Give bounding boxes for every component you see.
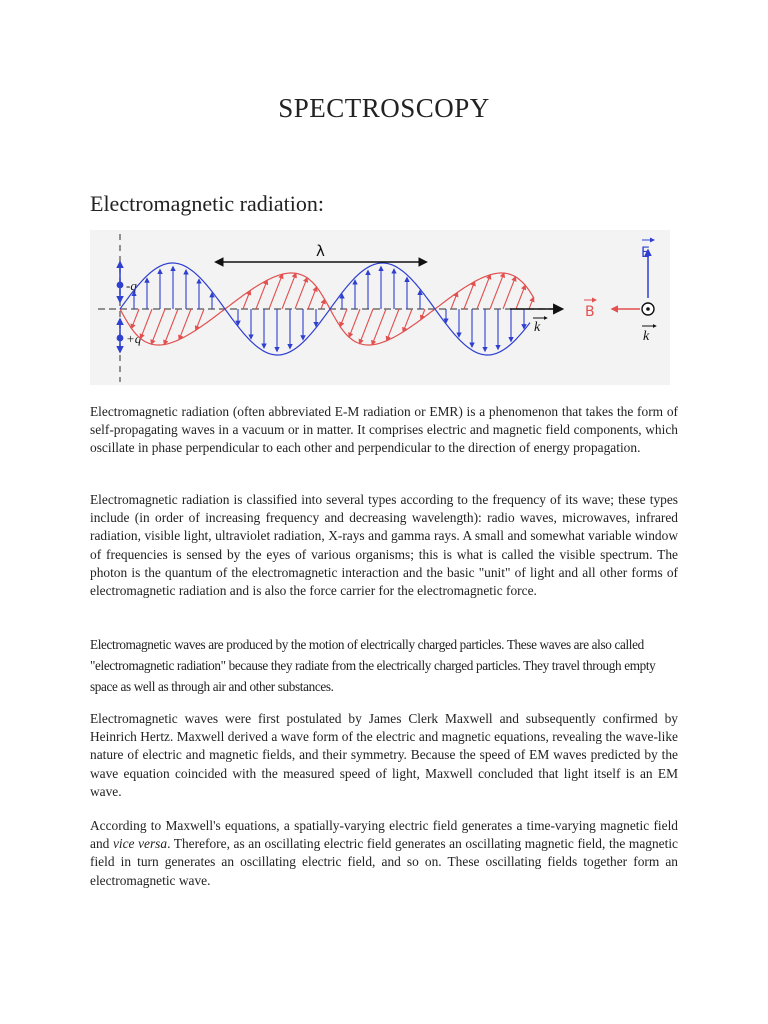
negative-charge: [117, 282, 124, 289]
k-out-of-page-dot: [646, 307, 650, 311]
paragraph-em-waves-production: Electromagnetic waves are produced by the motion of electrically charged particles. These waves are also called "electromagnetic radiation" because they radiate from the electrically charged particles. They travel through empty space as well as through air and other substances.: [90, 637, 656, 694]
em-wave-diagram: [90, 230, 670, 385]
e-vector-label: E: [641, 245, 650, 261]
paragraph-emr-definition: Electromagnetic radiation (often abbreviated E-M radiation or EMR) is a phenomenon that takes the form of self-propagating waves in a vacuum or in matter. It comprises electric and magnetic field components, which oscillate in phase perpendicular to each other and perpendicular to the direction of energy propagation.: [90, 404, 678, 456]
p5-text-start: According to Maxwell's equations, a spatially-varying electric field generates a time-varying magnetic field and: [90, 818, 678, 852]
k-side-label: k: [643, 329, 650, 344]
minus-q-label: -q: [126, 278, 137, 293]
positive-charge: [117, 335, 124, 342]
section-heading: Electromagnetic radiation:: [90, 191, 324, 216]
p5-emphasis: vice versa: [112, 836, 168, 852]
plus-q-label: +q: [126, 331, 142, 346]
k-axis-label: k: [534, 320, 541, 335]
figure-background: [90, 230, 670, 385]
lambda-label: λ: [316, 242, 325, 260]
p5-text-end: . Therefore, as an oscillating electric field generates an oscillating magnetic field, the magnetic field in turn generates an oscillating electric field, and so on. These oscillating fields together form an electromagnetic wave.: [90, 836, 678, 888]
paragraph-maxwell-hertz: Electromagnetic waves were first postulated by James Clerk Maxwell and subsequently confirmed by Heinrich Hertz. Maxwell derived a wave form of the electric and magnetic equations, revealing the wave-like nature of electric and magnetic fields, and their symmetry. Because the speed of EM waves predicted by the wave equation coincided with the measured speed of light, Maxwell concluded that light itself is an EM wave.: [90, 711, 678, 799]
paragraph-maxwell-equations: [90, 817, 678, 890]
paragraph-emr-types: Electromagnetic radiation is classified into several types according to the frequency of its wave; these types include (in order of increasing frequency and decreasing wavelength): radio waves, microwaves, infrared radiation, visible light, ultraviolet radiation, X-rays and gamma rays. A small and somewhat variable window of frequencies is sensed by the eyes of various organisms; this is what is called the visible spectrum. The photon is the quantum of the electromagnetic interaction and the basic "unit" of light and all other forms of electromagnetic radiation and is also the force carrier for the electromagnetic force.: [90, 492, 678, 599]
em-wave-figure: [90, 230, 670, 385]
b-vector-label: B: [585, 304, 595, 320]
page-title: SPECTROSCOPY: [278, 93, 490, 123]
